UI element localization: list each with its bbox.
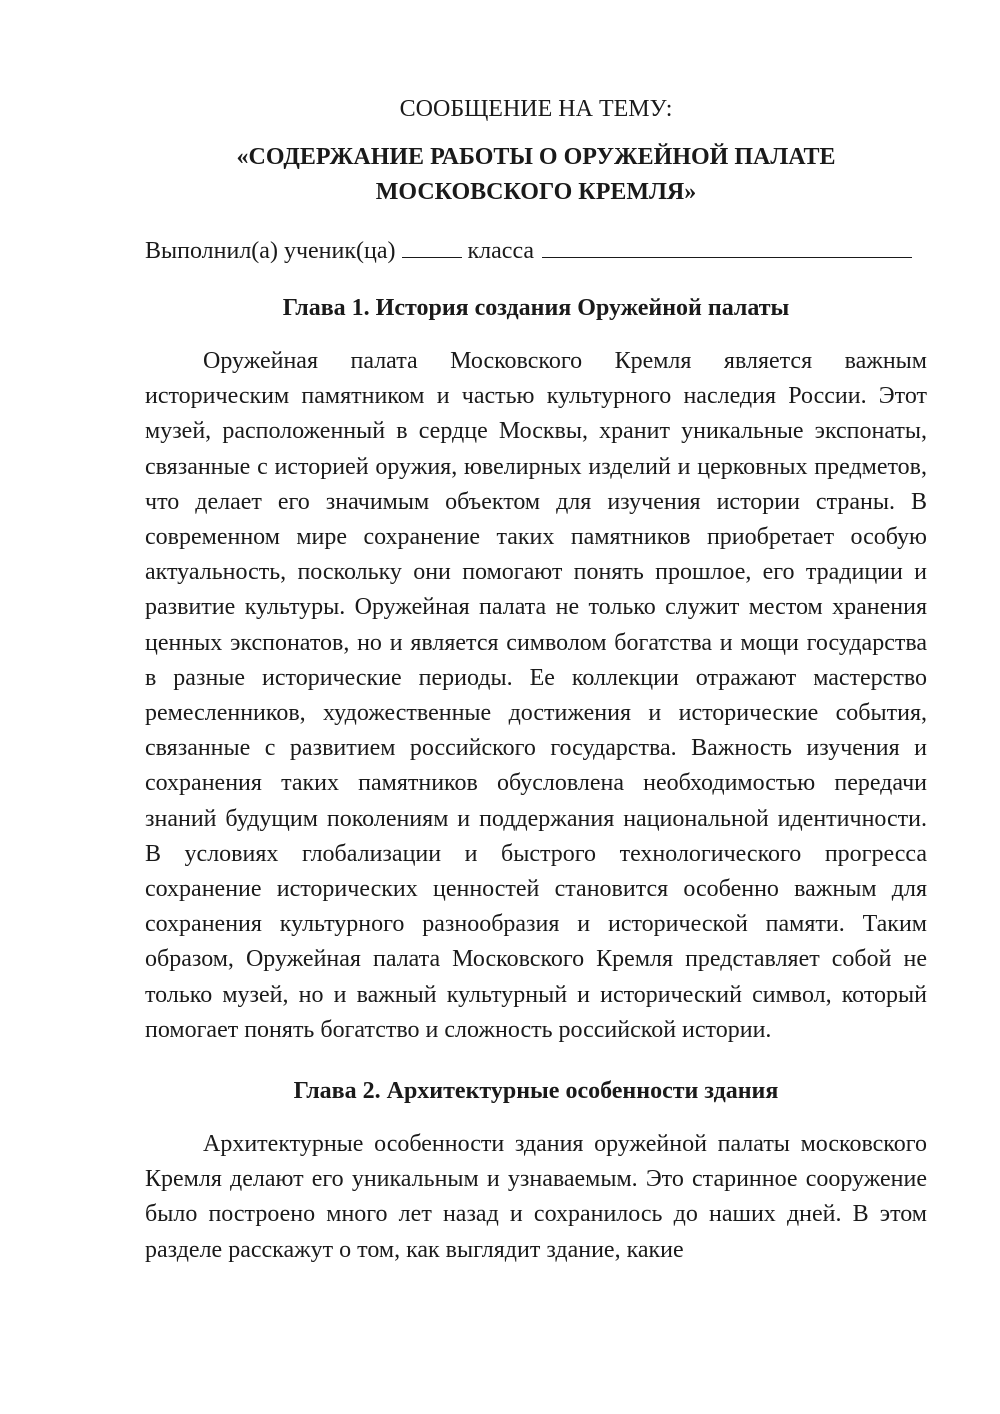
chapter-1-title: Глава 1. История создания Оружейной палаты [282,295,790,321]
chapter-1-paragraph: Оружейная палата Московского Кремля является важным историческим памятником и частью культурного наследия России. Этот музей, расположенный в сердце Москвы, хранит уникальные экспонаты, связанные с историей оружия, ювелирных изделий и церковных предметов, что делает его значимым объектом для изучения истории страны. В современном мире сохранение таких памятников приобретает особую актуальность, поскольку они помогают понять прошлое, его традиции и развитие культуры. Оружейная палата не только служит местом хранения ценных экспонатов, но и является символом богатства и мощи государства в разные исторические периоды. Ее коллекции отражают мастерство ремесленников, художественные достижения и исторические события, связанные с развитием российского государства. Важность изучения и сохранения таких памятников обусловлена необходимостью передачи знаний будущим поколениям и поддержания национальной идентичности. В условиях глобализации и быстрого технологического прогресса сохранение исторических ценностей становится особенно важным для сохранения культурного разнообразия и исторической памяти. Таким образом, Оружейная палата Московского Кремля представляет собой не только музей, но и важный культурный и исторический символ, который помогает понять богатство и сложность российской истории. [145,348,927,1043]
class-number-blank [402,233,462,258]
student-name-blank [542,233,912,258]
document-title [145,140,927,210]
class-label: класса [467,238,535,264]
document-heading: СООБЩЕНИЕ НА ТЕМУ: [399,96,673,122]
document-title-line-2: МОСКОВСКОГО КРЕМЛЯ» [375,179,697,205]
document-page [145,92,927,1268]
chapter-2-title: Глава 2. Архитектурные особенности здания [293,1078,779,1105]
author-line [145,233,927,269]
author-label: Выполнил(а) ученик(ца) [145,238,396,264]
chapter-2-paragraph: Архитектурные особенности здания оружейной палаты московского Кремля делают его уникальным и узнаваемым. Это старинное сооружение было построено много лет назад и сохранилось до наших дней. В этом разделе расскажут о том, как выглядит здание, какие [145,1131,927,1263]
document-title-line-1: «СОДЕРЖАНИЕ РАБОТЫ О ОРУЖЕЙНОЙ ПАЛАТЕ [236,144,836,170]
